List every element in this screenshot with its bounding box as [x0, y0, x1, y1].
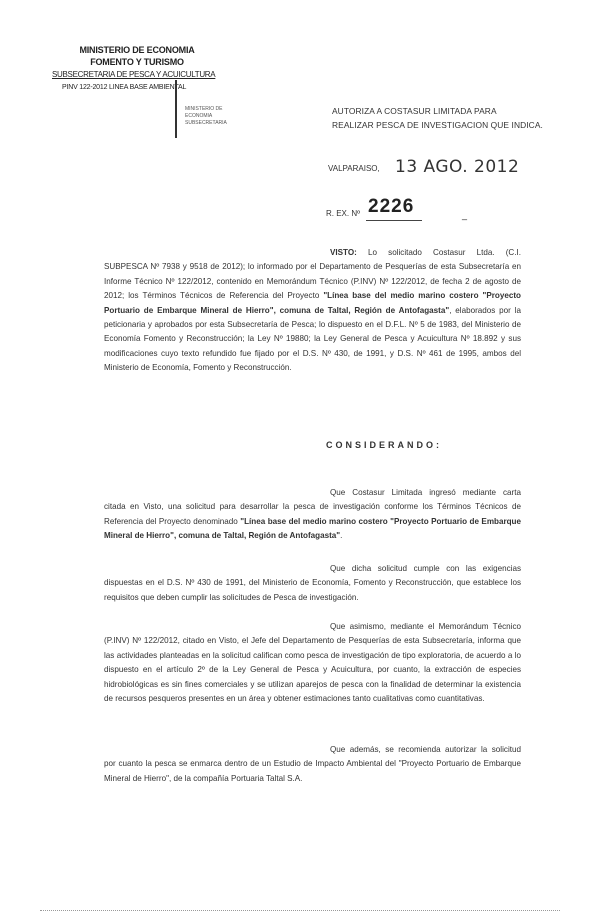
considerando-p1-project-name: "Línea base del medio marino costero "Proyecto Portuario de Embarque Mineral de Hierro", comuna de Taltal, Región de Antofagasta" [104, 516, 522, 541]
visto-paragraph [104, 246, 521, 376]
considerando-p2-text: Que dicha solicitud cumple con las exigencias dispuestas en el D.S. Nº 430 de 1991, del Ministerio de Economía, Fomento y Reconstrucción, que establece los requisitos que deben cumplir las solicitudes de Pesca de investigación. [104, 564, 521, 602]
visto-text-1: Lo solicitado Costasur Ltda. (C.I. SUBPESCA Nº 7938 y 9518 de 2012); lo informado por el Departamento de Pesquerías de esta Subsecretaría en Informe Técnico Nº 122/2012, contenido en Memorándum Técnico (P.INV) Nº 122/2012, de fecha 2 de agosto de 2012; los Términos Técnicos de Referencia del Proyecto [104, 248, 522, 301]
stamp-line3: SUBSECRETARIA [185, 120, 227, 126]
resolution-number: 2226 [368, 196, 415, 217]
resolution-dash: _ [462, 210, 468, 220]
considerando-heading: CONSIDERANDO: [326, 440, 443, 450]
authorize-line1: AUTORIZA A COSTASUR LIMITADA PARA [332, 106, 497, 116]
considerando-p3-text: Que asimismo, mediante el Memorándum Técnico (P.INV) Nº 122/2012, citado en Visto, el Jefe del Departamento de Pesquerías de esta Subsecretaría, informa que las actividades planteadas en la solicitud califican como pesca de investigación de tipo exploratoria, de acuerdo a lo dispuesto en el artículo 2º de la Ley General de Pesca y Acuicultura, por cuanto, la extracción de especies hidrobiológicas es sin fines comerciales y se utilizan aparejos de pesca con la finalidad de determinar la existencia de recursos pesqueros presentes en un área y obtener estimaciones tanto cualitativas como cuantitativas. [104, 622, 521, 704]
ministry-header [52, 44, 222, 68]
considerando-paragraph-3 [104, 620, 521, 706]
visto-text-2: , elaborados por la peticionaria y aprobados por esta Subsecretaría de Pesca; lo dispuesto en el D.F.L. Nº 5 de 1983, del Ministerio de Economía Fomento y Reconstrucción; la Ley Nº 19880; la Ley General de Pesca y Acuicultura Nº 18.892 y sus modificaciones cuyo texto refundido fue fijado por el D.S. Nº 430, de 1991, y D.S. Nº 461 de 1995, ambos del Ministerio de Economía, Fomento y Reconstrucción. [104, 305, 521, 373]
authorize-line2: REALIZAR PESCA DE INVESTIGACION QUE INDICA. [332, 120, 543, 130]
resolution-underline [366, 220, 422, 221]
considerando-paragraph-1 [104, 486, 521, 544]
stamp-line1: MINISTERIO DE [185, 106, 223, 112]
date-stamp: 13 AGO. 2012 [395, 157, 520, 177]
considerando-p1-text-2: . [340, 531, 343, 541]
ministry-line2: FOMENTO Y TURISMO [90, 57, 184, 67]
visto-project-name: "Línea base del medio marino costero "Proyecto Portuario de Embarque Mineral de Hierro", comuna de Taltal, Región de Antofagasta" [104, 291, 521, 315]
pinv-reference: PINV 122-2012 LINEA BASE AMBIENTAL [62, 84, 187, 91]
stamp-line2: ECONOMIA [185, 113, 213, 119]
considerando-p1-text-1: Que Costasur Limitada ingresó mediante carta citada en Visto, una solicitud para desarrollar la pesca de investigación conforme los Términos Técnicos de Referencia del Proyecto denominado [104, 488, 521, 526]
considerando-paragraph-4 [104, 743, 521, 786]
subsecretaria-line: SUBSECRETARIA DE PESCA Y ACUICULTURA [52, 70, 216, 79]
considerando-paragraph-2 [104, 562, 521, 605]
ministry-line1: MINISTERIO DE ECONOMIA [79, 45, 195, 55]
footer-divider [40, 910, 560, 912]
considerando-p4-text: Que además, se recomienda autorizar la solicitud por cuanto la pesca se enmarca dentro de un Estudio de Impacto Ambiental del "Proyecto Portuario de Embarque Mineral de Hierro", de la compañía Portuaria Taltal S.A. [104, 745, 521, 783]
authorization-summary [332, 104, 543, 132]
official-stamp [175, 80, 227, 138]
resolution-label: R. EX. Nº [326, 209, 361, 218]
date-label: VALPARAISO, [328, 164, 380, 173]
visto-label: VISTO: [330, 248, 357, 257]
